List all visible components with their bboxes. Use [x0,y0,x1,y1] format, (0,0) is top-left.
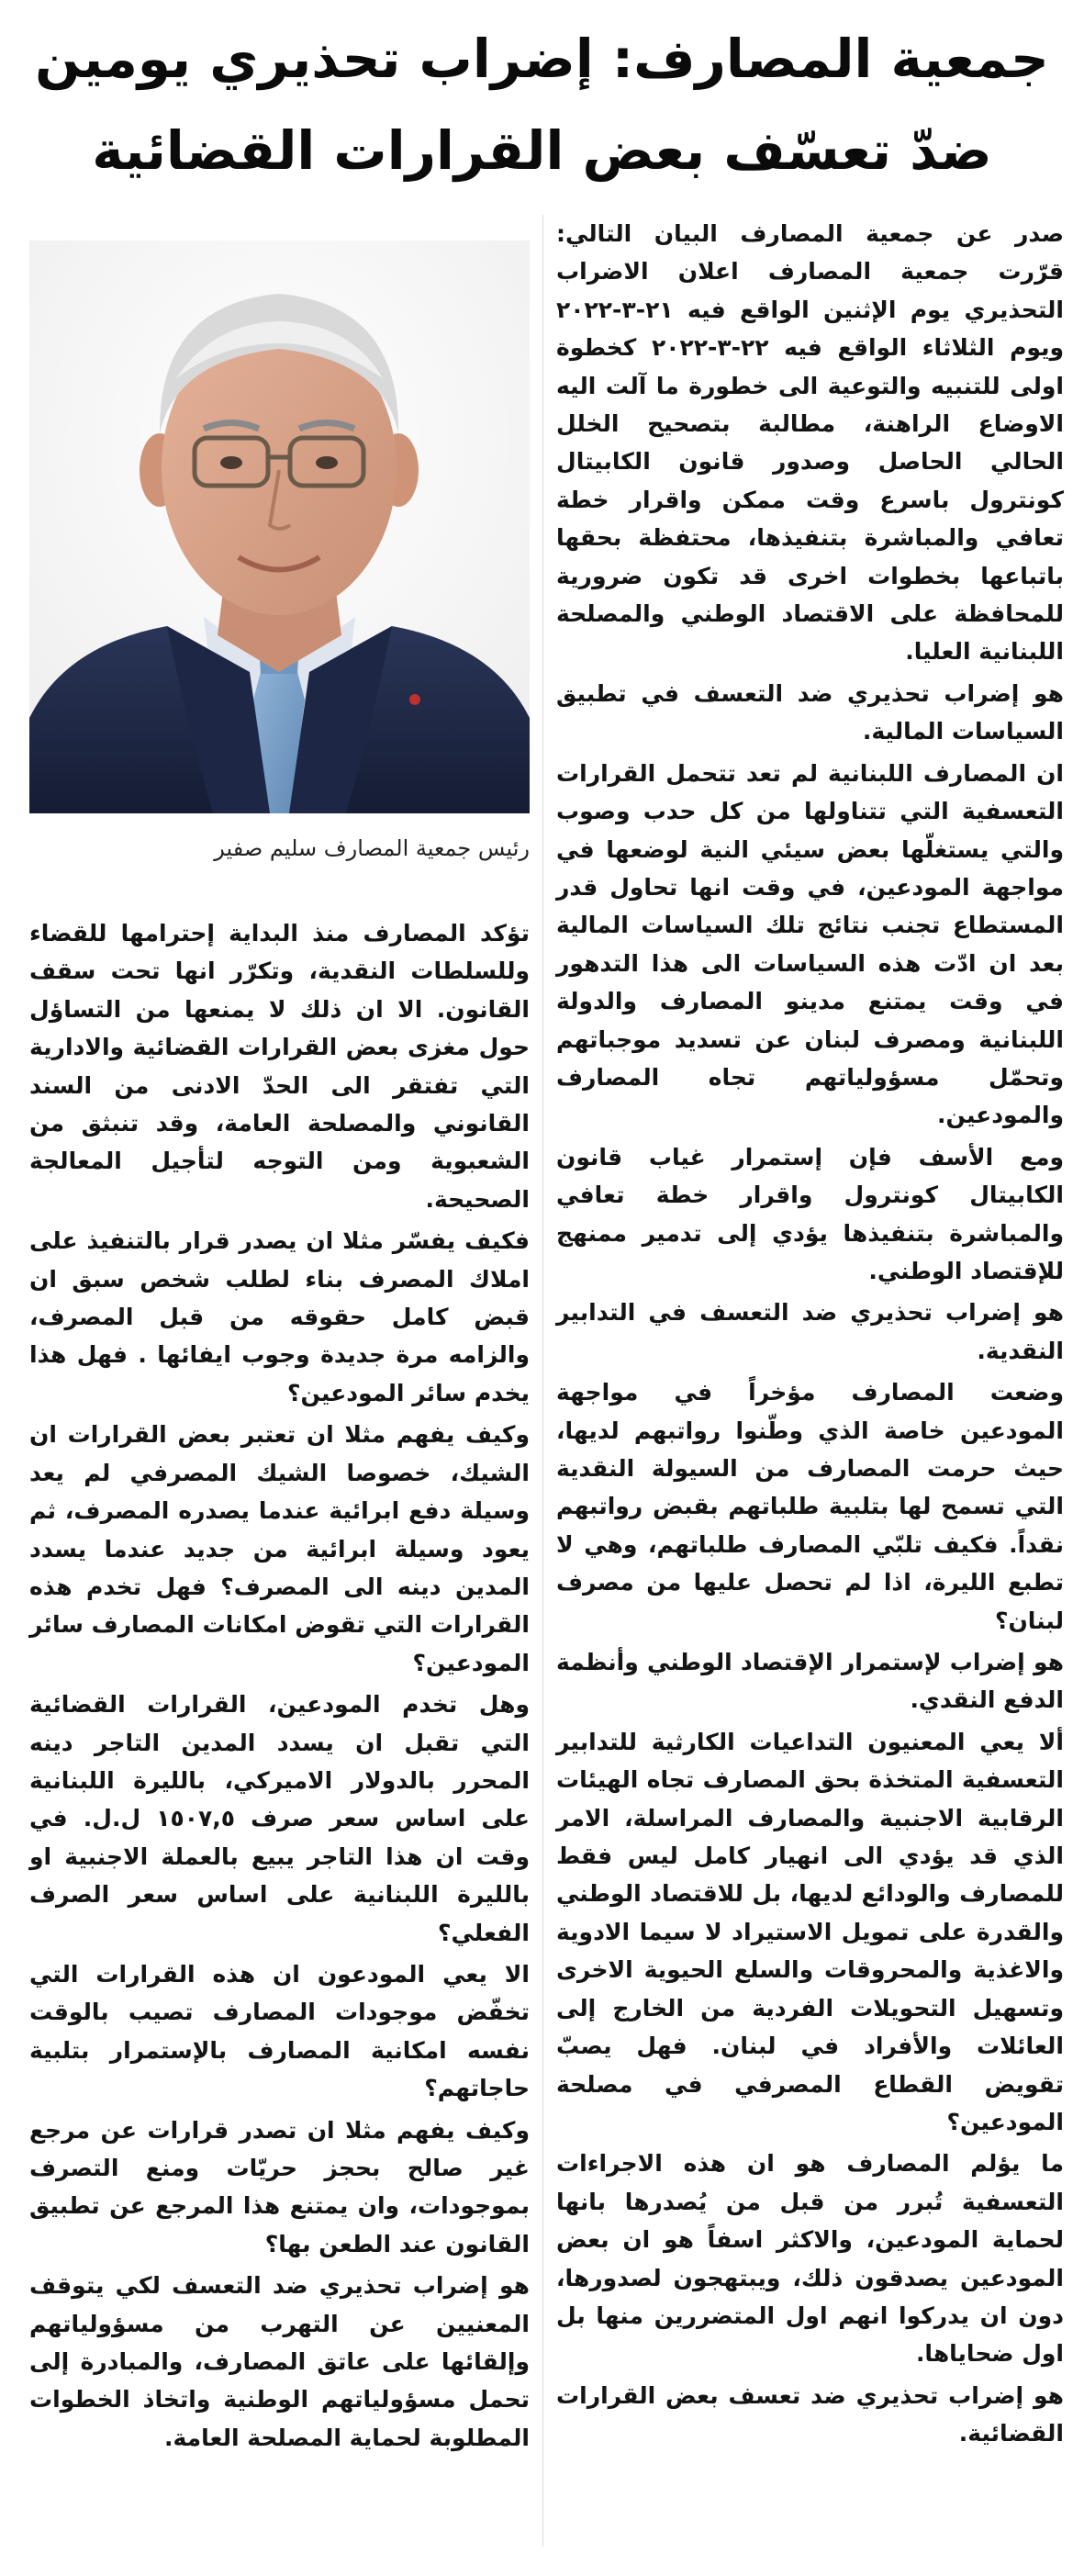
paragraph: هو إضراب لإستمرار الإقتصاد الوطني وأنظمة الدفع النقدي. [556,1649,1064,1714]
headline-line-2: ضدّ تعسّف بعض القرارات القضائية [92,119,992,182]
paragraph: ألا يعي المعنيون التداعيات الكارثية للتدابير التعسفية المتخذة بحق المصارف تجاه الهيئات الرقابية الاجنبية والمصارف المراسلة، الامر الذي قد يؤدي الى انهيار كامل ليس فقط للمصارف والودائع لديها، بل للاقتصاد الوطني والقدرة على تمويل الاستيراد لا سيما الادوية والاغذية والمحروقات والسلع الحيوية الاخرى وتسهيل التحويلات الفردية من الخارج إلى العائلات والأفراد في لبنان. فهل يصبّ تقويض القطاع المصرفي في مصلحة المودعين؟ [556,1728,1064,2135]
portrait-photo [29,241,530,813]
paragraph: وضعت المصارف مؤخراً في مواجهة المودعين خاصة الذي وطّنوا رواتبهم لديها، حيث حرمت المصارف من السيولة النقدية التي تسمح لها بتلبية طلباتهم بقبض رواتبهم نقداً. فكيف تلبّي المصارف طلباتهم، وهي لا تطبع الليرة، اذا لم تحصل عليها من مصرف لبنان؟ [556,1379,1064,1634]
photo-caption: رئيس جمعية المصارف سليم صفير [214,835,530,861]
paragraph: ومع الأسف فإن إستمرار غياب قانون الكابيتال كونترول واقرار خطة تعافي والمباشرة بتنفيذها يؤدي إلى تدمير ممنهج للإقتصاد الوطني. [556,1143,1064,1284]
paragraph: ان المصارف اللبنانية لم تعد تتحمل القرارات التعسفية التي تتناولها من كل حدب وصوب والتي يستغلّها بعض سيئي النية لوضعها في مواجهة المودعين، في وقت انها تحاول قدر المستطاع تجنب نتائج تلك السياسات المالية بعد ان ادّت هذه السياسات الى هذا التدهور في وقت يمتنع مدينو المصارف والدولة اللبنانية ومصرف لبنان عن تسديد موجباتهم وتحمّل مسؤولياتهم تجاه المصارف والمودعين. [556,759,1064,1129]
paragraph: صدر عن جمعية المصارف البيان التالي: قرّرت جمعية المصارف اعلان الاضراب التحذيري يوم الإثنين الواقع فيه ٢١-٣-٢٠٢٢ ويوم الثلاثاء الواقع فيه ٢٢-٣-٢٠٢٢ كخطوة اولى للتنبيه والتوعية الى خطورة ما آلت اليه الاوضاع الراهنة، مطالبة بتصحيح الخلل الحالي الحاصل وصدور قانون الكابيتال كونترول باسرع وقت ممكن واقرار خطة تعافي والمباشرة بتنفيذها، محتفظة بحقها باتباعها بخطوات اخرى قد تكون ضرورية للمحافظة على الاقتصاد الوطني والمصلحة اللبنانية العليا. [556,220,1064,666]
article-column-left [29,914,530,2460]
column-divider [542,215,543,2547]
paragraph: ما يؤلم المصارف هو ان هذه الاجراءات التعسفية تُبرر من قبل من يُصدرها بانها لحماية المودعين، والاكثر اسفاً هو ان بعض المودعين يصدقون ذلك، ويبتهجون لصدورها، دون ان يدركوا انهم اول المتضررين منها بل اول ضحاياها. [556,2150,1064,2368]
paragraph: وهل تخدم المودعين، القرارات القضائية التي تقبل ان يسدد المدين التاجر دينه المحرر بالدولار الاميركي، بالليرة اللبنانية على اساس سعر صرف ١٥٠٧,٥ ل.ل. في وقت ان هذا التاجر يبيع بالعملة الاجنبية او بالليرة اللبنانية على اساس سعر الصرف الفعلي؟ [29,1691,530,1946]
paragraph: تؤكد المصارف منذ البداية إحترامها للقضاء وللسلطات النقدية، وتكرّر انها تحت سقف القانون. الا ان ذلك لا يمنعها من التساؤل حول مغزى بعض القرارات القضائية والادارية التي تفتقر الى الحدّ الادنى من السند القانوني والمصلحة العامة، وقد تنبثق من الشعبوية ومن التوجه لتأجيل المعالجة الصحيحة. [29,920,530,1213]
article-column-right [556,215,1064,2457]
paragraph: هو إضراب تحذيري ضد تعسف بعض القرارات القضائية. [556,2381,1064,2447]
paragraph: هو إضراب تحذيري ضد التعسف في التدابير النقدية. [556,1299,1064,1364]
paragraph: وكيف يفهم مثلا ان تصدر قرارات عن مرجع غير صالح بحجز حريّات ومنع التصرف بموجودات، وان يمتنع هذا المرجع عن تطبيق القانون عند الطعن بها؟ [29,2116,530,2257]
paragraph: هو إضراب تحذيري ضد التعسف في تطبيق السياسات المالية. [556,679,1064,745]
headline-line-1: جمعية المصارف: إضراب تحذيري يومين [35,28,1049,90]
paragraph: الا يعي المودعون ان هذه القرارات التي تخفّض موجودات المصارف تصيب بالوقت نفسه امكانية المصارف بالإستمرار بتلبية حاجاتهم؟ [29,1960,530,2102]
paragraph: وكيف يفهم مثلا ان تعتبر بعض القرارات ان الشيك، خصوصا الشيك المصرفي لم يعد وسيلة دفع ابرائية عندما يصدره المصرف، ثم يعود وسيلة ابرائية من جديد عندما يسدد المدين دينه الى المصرف؟ فهل تخدم هذه القرارات التي تقوض امكانات المصارف سائر المودعين؟ [29,1421,530,1676]
paragraph: فكيف يفسّر مثلا ان يصدر قرار بالتنفيذ على املاك المصرف بناء لطلب شخص سبق ان قبض كامل حقوقه من قبل المصرف، والزامه مرة جديدة وجوب ايفائها . فهل هذا يخدم سائر المودعين؟ [29,1227,530,1406]
headline [28,13,1056,196]
paragraph: هو إضراب تحذيري ضد التعسف لكي يتوقف المعنيين عن التهرب من مسؤولياتهم وإلقائها على عاتق المصارف، والمبادرة إلى تحمل مسؤولياتهم الوطنية واتخاذ الخطوات المطلوبة لحماية المصلحة العامة. [29,2272,530,2451]
